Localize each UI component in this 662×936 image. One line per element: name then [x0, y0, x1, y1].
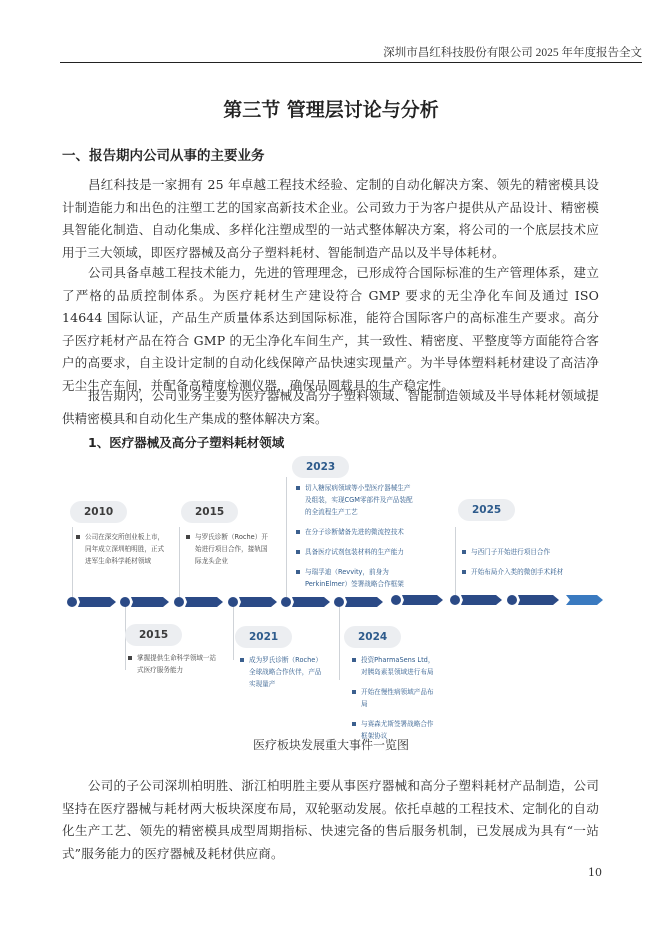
event-2015-top	[186, 531, 268, 575]
connector-line	[72, 527, 73, 597]
event-2023	[296, 482, 414, 598]
connector-line	[179, 527, 180, 597]
year-badge-2015-bottom: 2015	[125, 624, 182, 646]
event-item: 开始布局介入类的微创手术耗材	[462, 566, 582, 578]
event-2015-bottom	[128, 652, 218, 684]
year-badge-2015-top: 2015	[181, 501, 238, 523]
paragraph-business-scope: 报告期内，公司业务主要为医疗器械及高分子塑料领域、智能制造领域及半导体耗材领域提供精密模具和自动化生产集成的整体解决方案。	[62, 388, 599, 426]
event-item: 与西门子开始进行项目合作	[462, 546, 582, 558]
running-header	[60, 42, 642, 63]
event-item: 开始在慢性病领域产品布局	[352, 686, 436, 710]
event-item: 与赛森尤斯签署战略合作框架协议	[352, 718, 436, 742]
event-item: 具备医疗试剂包装材料的生产能力	[296, 546, 414, 558]
event-item: 成为罗氏诊断（Roche）全球战略合作伙伴，产品实现量产	[240, 654, 322, 690]
section-title: 第三节 管理层讨论与分析	[223, 99, 439, 121]
event-2010	[76, 531, 166, 575]
event-item: 与瑞孚迪（Revvity，前身为PerkinElmer）签署战略合作框架	[296, 566, 414, 590]
running-title: 深圳市昌红科技股份有限公司 2025 年年度报告全文	[383, 47, 642, 59]
event-2025	[462, 546, 582, 586]
event-item: 与罗氏诊断（Roche）开始进行项目合作，接轨国际龙头企业	[186, 531, 268, 567]
paragraph-company-intro: 昌红科技是一家拥有 25 年卓越工程技术经验、定制的自动化解决方案、领先的精密模具设计制造能力和出色的注塑工艺的国家高新技术企业。公司致力于为客户提供从产品设计、精密模具智能化制造、自动化集成、多样化注塑成型的一站式整体解决方案，将公司的一个底层技术应用于三大领域，即医疗器械及高分子塑料耗材、智能制造产品以及半导体耗材。	[62, 177, 599, 260]
event-item: 投资PharmaSens Ltd，对胰岛素泵领域进行布局	[352, 654, 436, 678]
medical-timeline-figure	[62, 455, 610, 740]
connector-line	[455, 527, 456, 597]
year-badge-2023: 2023	[292, 456, 349, 478]
event-2021	[240, 654, 322, 698]
event-item: 在分子诊断储备先进的微流控技术	[296, 526, 414, 538]
page-number: 10	[588, 866, 602, 879]
year-badge-2025: 2025	[458, 499, 515, 521]
paragraph-subsidiaries: 公司的子公司深圳柏明胜、浙江柏明胜主要从事医疗器械和高分子塑料耗材产品制造，公司坚持在医疗器械与耗材两大板块深度布局，双轮驱动发展。依托卓越的工程技术、定制化的自动化生产工艺、领先的精密模具成型周期指标、快速完备的售后服务机制，已发展成为具有“一站式”服务能力的医疗器械及耗材供应商。	[62, 778, 599, 861]
year-badge-2024: 2024	[344, 626, 401, 648]
heading-medical-field: 1、医疗器械及高分子塑料耗材领域	[88, 435, 285, 450]
connector-line	[233, 605, 234, 660]
connector-line	[286, 477, 287, 597]
year-badge-2021: 2021	[235, 626, 292, 648]
year-badge-2010: 2010	[70, 501, 127, 523]
event-item: 切入糖尿病领域等小型医疗器械生产及组装，实现CGM零部件及产品装配的全流程生产工艺	[296, 482, 414, 518]
connector-line	[339, 605, 340, 680]
heading-main-business: 一、报告期内公司从事的主要业务	[62, 148, 265, 164]
event-item: 公司在深交所创业板上市，同年成立深圳柏明胜，正式进军生命科学耗材领域	[76, 531, 166, 567]
paragraph-quality-system: 公司具备卓越工程技术能力，先进的管理理念，已形成符合国际标准的生产管理体系，建立了严格的品质控制体系。为医疗耗材生产建设符合 GMP 要求的无尘净化车间及通过 ISO 14644 国际认证，产品生产质量体系达到国际标准，能符合国际客户的高标准生产要求。高分子医疗耗材产品在符合 GMP 的无尘净化车间生产，其一致性、精密度、平整度等方面能符合客户的高要求，自主设计定制的自动化线保障产品快速实现量产。为半导体塑料耗材建设了高洁净无尘生产车间，并配备高精度检测仪器，确保品圆载具的生产稳定性。	[62, 265, 599, 393]
figure-caption: 医疗板块发展重大事件一览图	[252, 738, 409, 752]
event-item: 掌握提供生命科学领域一站式医疗服务能力	[128, 652, 218, 676]
